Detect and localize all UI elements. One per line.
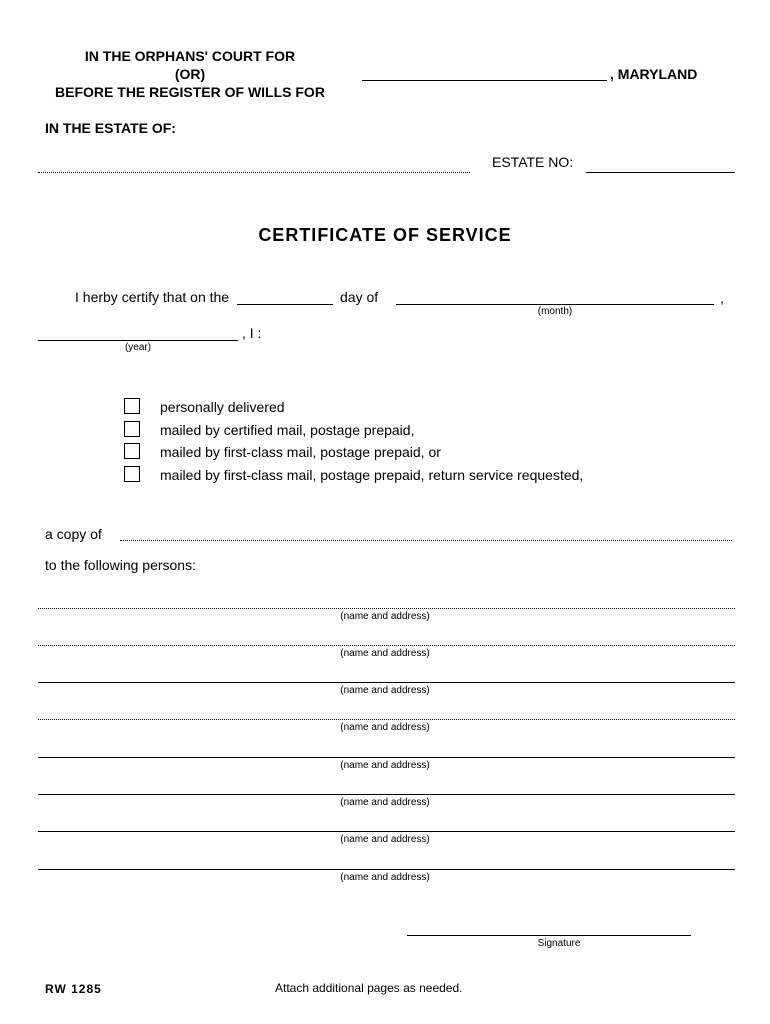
- following-persons-label: to the following persons:: [45, 557, 196, 573]
- estate-no-label: ESTATE NO:: [492, 154, 574, 170]
- day-field[interactable]: [237, 304, 333, 305]
- state-label: , MARYLAND: [610, 66, 698, 82]
- copy-of-label: a copy of: [45, 526, 102, 542]
- certify-prefix: I herby certify that on the: [75, 289, 230, 305]
- signature-field[interactable]: [407, 935, 691, 936]
- option-checkbox-personally-delivered[interactable]: [124, 398, 140, 414]
- signature-label: Signature: [537, 938, 581, 949]
- option-label-return-service: mailed by first-class mail, postage prepaid, return service requested,: [160, 467, 584, 483]
- i-label: , I :: [242, 325, 262, 341]
- address-field-5[interactable]: [38, 757, 735, 758]
- address-field-7[interactable]: [38, 831, 735, 832]
- address-field-2[interactable]: [38, 645, 735, 646]
- court-header-line2: (OR): [174, 66, 206, 82]
- option-checkbox-certified-mail[interactable]: [124, 421, 140, 437]
- option-label-personally-delivered: personally delivered: [160, 399, 285, 415]
- address-label-1: (name and address): [340, 611, 430, 622]
- option-label-certified-mail: mailed by certified mail, postage prepaid,: [160, 422, 415, 438]
- copy-of-field[interactable]: [120, 540, 732, 541]
- document-title: CERTIFICATE OF SERVICE: [258, 225, 512, 245]
- address-label-6: (name and address): [340, 797, 430, 808]
- address-label-4: (name and address): [340, 722, 430, 733]
- footer-note: Attach additional pages as needed.: [275, 981, 463, 995]
- option-checkbox-return-service[interactable]: [124, 466, 140, 482]
- address-label-2: (name and address): [340, 648, 430, 659]
- address-field-6[interactable]: [38, 794, 735, 795]
- option-checkbox-first-class-mail[interactable]: [124, 443, 140, 459]
- address-field-4[interactable]: [38, 719, 735, 720]
- address-field-1[interactable]: [38, 608, 735, 609]
- address-label-5: (name and address): [340, 760, 430, 771]
- address-label-3: (name and address): [340, 685, 430, 696]
- estate-no-field[interactable]: [586, 172, 735, 173]
- court-header-line1: IN THE ORPHANS' COURT FOR: [84, 48, 296, 64]
- year-label: (year): [124, 342, 152, 353]
- address-label-7: (name and address): [340, 834, 430, 845]
- month-label: (month): [537, 306, 573, 317]
- month-comma: ,: [720, 290, 724, 306]
- form-number: RW 1285: [45, 982, 102, 996]
- year-field[interactable]: [38, 340, 238, 341]
- estate-name-field[interactable]: [38, 172, 470, 173]
- county-field[interactable]: [362, 80, 607, 81]
- option-label-first-class-mail: mailed by first-class mail, postage prepaid, or: [160, 444, 441, 460]
- day-of-label: day of: [340, 289, 379, 305]
- address-label-8: (name and address): [340, 872, 430, 883]
- estate-of-label: IN THE ESTATE OF:: [45, 120, 176, 136]
- address-field-3[interactable]: [38, 682, 735, 683]
- month-field[interactable]: [396, 304, 714, 305]
- court-header-line3: BEFORE THE REGISTER OF WILLS FOR: [55, 84, 325, 100]
- address-field-8[interactable]: [38, 869, 735, 870]
